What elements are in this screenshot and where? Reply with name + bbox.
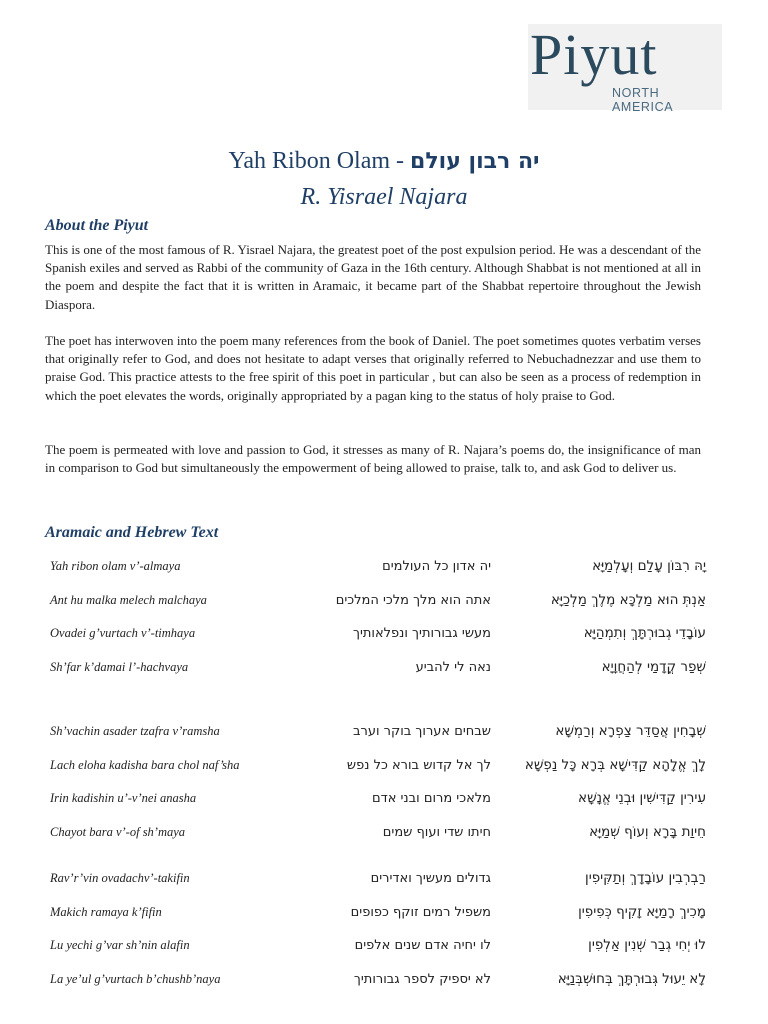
aramaic-original: שְׁבָחִין אֲסַדֵּר צַפְרָא וְרַמְשָׁא — [555, 723, 706, 739]
transliteration: Sh’vachin asader tzafra v’ramsha — [50, 724, 220, 738]
aramaic-original: לוּ יְחִי גְבַר שְׁנִין אַלְפִין — [588, 937, 706, 953]
hebrew-translation: יה אדון כל העולמים — [382, 559, 491, 574]
aramaic-original: לָךְ אֱלָהָא קַדִּישָׁא בְּרָא כָּל נַפְשָׁא — [524, 756, 706, 773]
hebrew-translation: גדולים מעשיך ואדירים — [370, 871, 491, 886]
transliteration: Yah ribon olam v’-almaya — [50, 559, 181, 573]
verse-row — [50, 905, 712, 925]
transliteration: Makich ramaya k’fifin — [50, 904, 162, 919]
about-paragraph-2: The poet has interwoven into the poem many references from the book of Daniel. The poet sometimes quotes verbatim verses that originally refer to God, and does not hesitate to adapt verses that originally referred to Nebuchadnezzar and use them to praise God. This practice attests to the free spirit of this poet in particular , but can also be seen as a process of redemption in which the poet elevates the words, originally appropriated by a pagan king to the status of holy praise to God. — [45, 333, 701, 403]
verse-row — [50, 825, 712, 845]
verse-row — [50, 724, 712, 744]
hebrew-translation: משפיל רמים זוקף כפופים — [350, 904, 491, 920]
aramaic-original: עוֹבָדֵי גְבוּרְתָּךְ וְתִמְהַיָּא — [583, 625, 706, 641]
transliteration: Lu yechi g’var sh’nin alafin — [50, 938, 190, 952]
verse-row — [50, 871, 712, 891]
hebrew-translation: לך אל קדוש בורא כל נפש — [346, 757, 491, 773]
logo-wordmark: Piyut — [530, 22, 658, 87]
about-paragraph-1: This is one of the most famous of R. Yisrael Najara, the greatest poet of the post expulsion period. He was a descendant of the Spanish exiles and served as Rabbi of the community of Gaza in the 16th century. Although Shabbat is not mentioned at all in the poem and despite the fact that it is written in Aramaic, it became part of the Shabbat repertoire throughout the Jewish Diaspora. — [45, 242, 701, 312]
verse-row — [50, 972, 712, 992]
verse-row — [50, 626, 712, 646]
aramaic-original: עִירִין קַדִּישִׁין וּבְנֵי אֱנָשָׁא — [578, 790, 706, 806]
about-paragraph-3: The poem is permeated with love and passion to God, it stresses as many of R. Najara’s poems do, the insignificance of man in comparison to God but simultaneously the empowerment of being allowed to praise, talk to, and ask God to deliver us. — [45, 442, 701, 476]
about-heading: About the Piyut — [45, 217, 149, 234]
page-title — [0, 148, 768, 175]
transliteration: Lach eloha kadisha bara chol naf’sha — [50, 757, 240, 772]
text-heading: Aramaic and Hebrew Text — [45, 524, 219, 541]
transliteration: Sh’far k’damai l’-hachvaya — [50, 659, 189, 674]
author-name: R. Yisrael Najara — [300, 184, 468, 210]
title-hebrew: יה רבון עולם — [410, 149, 540, 174]
hebrew-translation: נאה לי להביע — [415, 659, 491, 675]
aramaic-original: חֵיוַת בָּרָא וְעוֹף שְׁמַיָּא — [589, 823, 706, 840]
aramaic-original: מָכִיךְ רָמַיָּא זָקִיף כְּפִיפִין — [578, 903, 706, 920]
transliteration: La ye’ul g’vurtach b’chushb’naya — [50, 971, 221, 986]
aramaic-original: לָא יֵעוּל גְּבוּרְתָּךְ בְּחוּשְׁבְּנַיָּא — [557, 970, 706, 987]
transliteration: Rav’r’vin ovadachv’-takifin — [50, 871, 190, 885]
logo-subtitle: NORTH AMERICA — [612, 86, 674, 114]
hebrew-translation: שבחים אערוך בוקר וערב — [353, 724, 491, 739]
verse-row — [50, 758, 712, 778]
verse-row — [50, 660, 712, 680]
hebrew-translation: לו יחיה אדם שנים אלפים — [354, 938, 491, 953]
verse-row — [50, 559, 712, 579]
transliteration: Ant hu malka melech malchaya — [50, 592, 207, 607]
piyut-logo — [528, 22, 722, 114]
hebrew-translation: מלאכי מרום ובני אדם — [371, 791, 491, 806]
hebrew-translation: חיתו שדי ועוף שמים — [382, 824, 491, 840]
transliteration: Ovadei g’vurtach v’-timhaya — [50, 626, 196, 640]
aramaic-original: שְׁפַר קֳדָמַי לְהַחֲוָיָא — [601, 658, 706, 675]
hebrew-translation: אתה הוא מלך מלכי המלכים — [335, 592, 491, 608]
transliteration: Chayot bara v’-of sh’maya — [50, 824, 186, 839]
aramaic-original: יָהּ רִבּוֹן עָלַם וְעָלְמַיָּא — [592, 558, 706, 574]
transliteration: Irin kadishin u’-v’nei anasha — [50, 791, 197, 805]
title-latin: Yah Ribon Olam - — [228, 148, 411, 174]
verse-row — [50, 593, 712, 613]
verse-row — [50, 938, 712, 958]
aramaic-original: אַנְתְּ הוּא מַלְכָּא מֶלֶךְ מַלְכַיָּא — [550, 591, 706, 608]
hebrew-translation: מעשי גבורותיך ונפלאותיך — [353, 626, 491, 641]
aramaic-original: רַבְרְבִין עוֹבָדָךְ וְתַקִּיפִין — [585, 870, 706, 886]
verse-row — [50, 791, 712, 811]
hebrew-translation: לא יספיק לספר גבורותיך — [353, 971, 491, 987]
